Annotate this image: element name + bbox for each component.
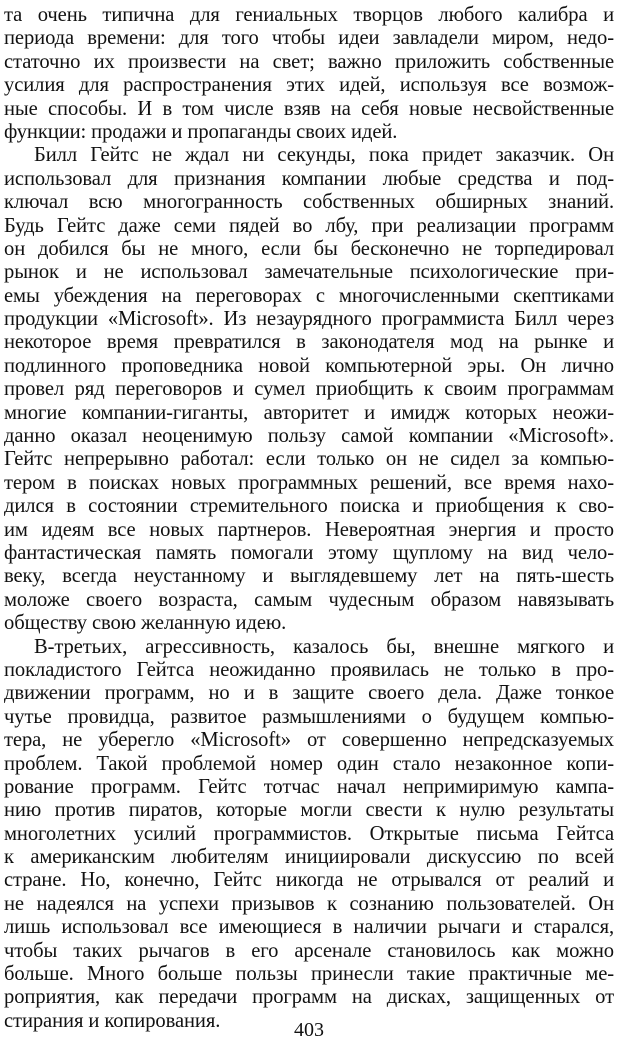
- text-line: периода времени: для того чтобы идеи завладели миром, недо-: [4, 27, 614, 50]
- text-line: та очень типична для гениальных творцов любого калибра и: [4, 4, 614, 26]
- paragraph: [4, 4, 614, 144]
- text-line: стирания и копирования.: [4, 1009, 221, 1032]
- text-line: усилия для распространения этих идей, используя все возмож-: [4, 74, 614, 97]
- text-line: моложе своего возраста, самым чудесным образом навязывать: [4, 588, 614, 611]
- text-line: данно оказал неоценимую пользу самой компании «Microsoft».: [4, 425, 614, 448]
- text-line: он добился бы не много, если бы бесконечно не торпедировал: [4, 237, 614, 260]
- text-line: фантастическая память помогали этому щуплому на вид чело-: [4, 541, 614, 564]
- text-line: многие компании-гиганты, авторитет и имидж которых неожи-: [4, 401, 614, 424]
- text-line: ные способы. И в том числе взяв на себя новые несвойственные: [4, 97, 614, 120]
- text-line: Гейтс непрерывно работал: если только он не сидел за компью-: [4, 448, 614, 471]
- text-line: движении программ, но и в защите своего дела. Даже тонкое: [4, 682, 614, 705]
- text-line: статочно их произвести на свет; важно приложить собственные: [4, 50, 614, 73]
- text-line: рынок и не использовал замечательные психологические при-: [4, 261, 614, 284]
- text-line: ключал всю многогранность собственных обширных знаний.: [4, 191, 614, 214]
- text-line: Билл Гейтс не ждал ни секунды, пока придет заказчик. Он: [34, 144, 614, 167]
- text-line: не надеялся на успехи призывов к сознанию пользователей. Он: [4, 892, 614, 915]
- paragraph: [4, 144, 614, 635]
- text-line: больше. Много больше пользы принесли такие практичные ме-: [4, 963, 614, 986]
- text-line: веку, всегда неустанному и выглядевшему лет на пять-шесть: [4, 565, 614, 588]
- text-line: подлинного проповедника новой компьютерной эры. Он лично: [4, 354, 614, 377]
- page-number: 403: [294, 1019, 324, 1041]
- text-line: чутье провидца, развитое размышлениями о будущем компью-: [4, 705, 614, 728]
- text-line: многолетних усилий программистов. Открытые письма Гейтса: [4, 822, 614, 845]
- text-line: проблем. Такой проблемой номер один стало незаконное копи-: [4, 752, 614, 775]
- text-line: провел ряд переговоров и сумел приобщить к своим программам: [4, 378, 614, 401]
- text-line: продукции «Microsoft». Из незаурядного программиста Билл через: [4, 308, 614, 331]
- text-line: им идеям все новых партнеров. Невероятная энергия и просто: [4, 518, 614, 541]
- text-line: емы убеждения на переговорах с многочисленными скептиками: [4, 284, 614, 307]
- text-line: Будь Гейтс даже семи пядей во лбу, при реализации программ: [4, 214, 614, 237]
- text-line: рование программ. Гейтс тотчас начал непримиримую кампа-: [4, 775, 614, 798]
- text-line: чтобы таких рычагов в его арсенале становилось как можно: [4, 939, 614, 962]
- text-line: тера, не уберегло «Microsoft» от совершенно непредсказуемых: [4, 729, 614, 752]
- text-line: нию против пиратов, которые могли свести к нулю результаты: [4, 799, 614, 822]
- text-line: покладистого Гейтса неожиданно проявилась не только в про-: [4, 658, 614, 681]
- text-line: обществу свою желанную идею.: [4, 612, 287, 635]
- text-line: роприятия, как передачи программ на дисках, защищенных от: [4, 986, 614, 1009]
- text-line: В-третьих, агрессивность, казалось бы, внешне мягкого и: [34, 635, 614, 658]
- text-line: использовал для признания компании любые средства и под-: [4, 167, 614, 190]
- text-line: стране. Но, конечно, Гейтс никогда не отрывался от реалий и: [4, 869, 614, 892]
- text-line: некоторое время превратился в законодателя мод на рынке и: [4, 331, 614, 354]
- text-line: функции: продажи и пропаганды своих идей.: [4, 120, 398, 143]
- text-line: тером в поисках новых программных решений, все время нахо-: [4, 471, 614, 494]
- text-line: дился в состоянии стремительного поиска и приобщения к сво-: [4, 495, 614, 518]
- text-line: к американским любителям инициировали дискуссию по всей: [4, 846, 614, 869]
- body-text: [4, 4, 614, 1033]
- paragraph: [4, 636, 614, 1034]
- text-line: лишь использовал все имеющиеся в наличии рычаги и старался,: [4, 916, 614, 939]
- book-page: [4, 4, 614, 1044]
